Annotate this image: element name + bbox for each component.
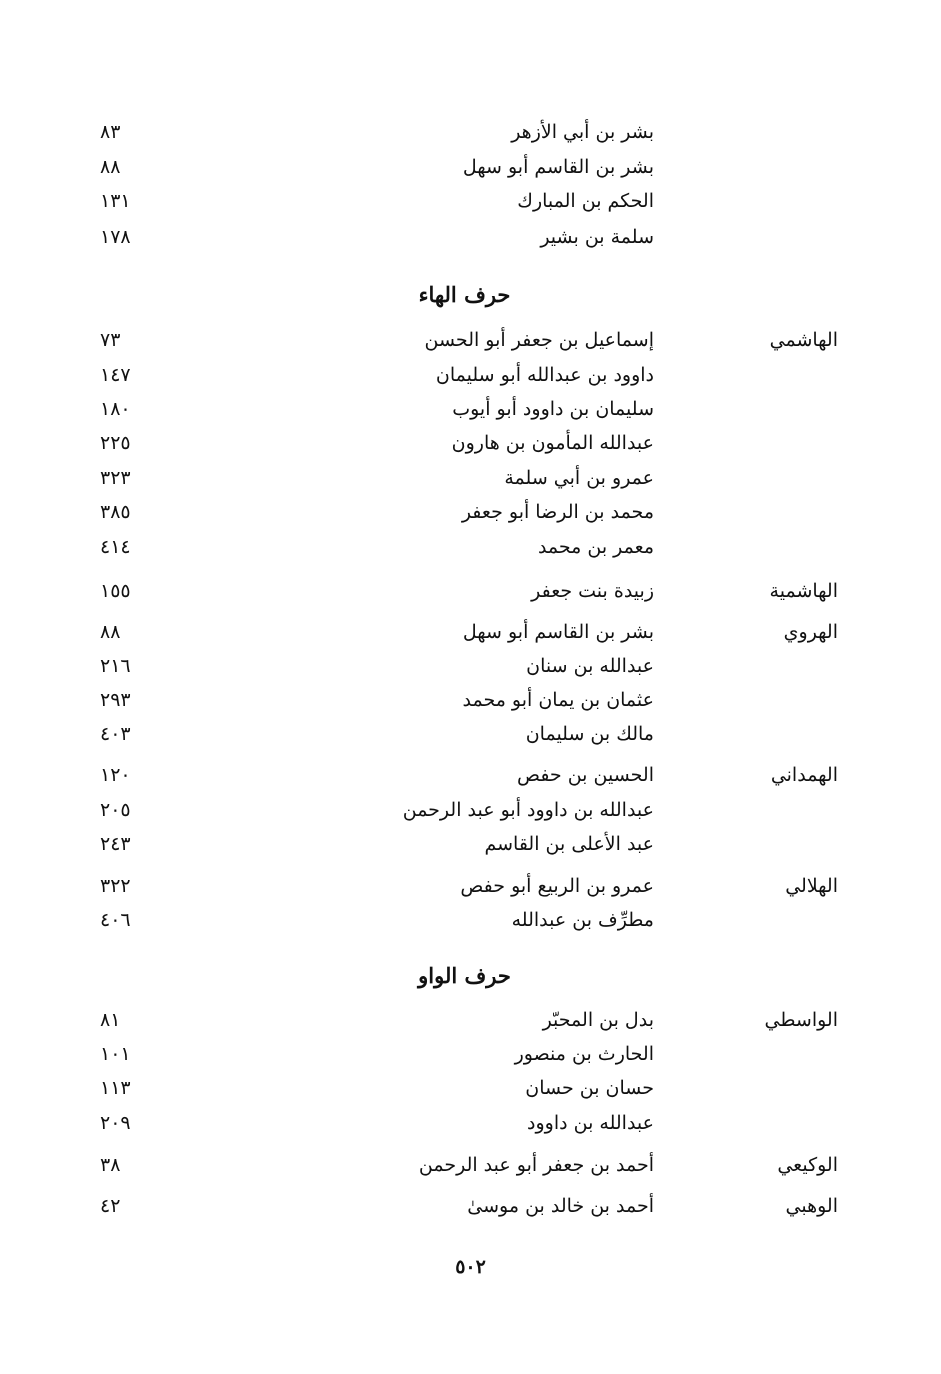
entry-page-number: ٤٢ xyxy=(100,1195,121,1217)
index-entry xyxy=(0,1148,941,1182)
entry-name: الحسين بن حفص xyxy=(517,764,654,786)
entry-page-number: ٢١٦ xyxy=(100,655,131,677)
entry-name: الحارث بن منصور xyxy=(514,1043,654,1065)
entry-nisba xyxy=(688,358,838,392)
index-entry xyxy=(0,793,941,827)
page-number: ٥٠٢ xyxy=(455,1256,486,1278)
entry-name: بشر بن أبي الأزهر xyxy=(511,121,654,143)
entry-name: محمد بن الرضا أبو جعفر xyxy=(461,501,654,523)
index-entry xyxy=(0,574,941,608)
index-entry xyxy=(0,1003,941,1037)
entry-name: زبيدة بنت جعفر xyxy=(531,580,654,602)
entry-name: أحمد بن خالد بن موسىٰ xyxy=(467,1195,654,1217)
entry-nisba: الهمداني xyxy=(770,764,838,786)
entry-nisba xyxy=(688,115,838,149)
entry-page-number: ٤١٤ xyxy=(100,536,131,558)
entry-page-number: ٢٠٥ xyxy=(100,799,131,821)
entry-name: عبدالله بن داوود xyxy=(527,1112,654,1134)
index-entry xyxy=(0,150,941,184)
entry-page-number: ٨٨ xyxy=(100,621,121,643)
entry-page-number: ١١٣ xyxy=(100,1077,131,1099)
entry-page-number: ٣٢٢ xyxy=(100,875,131,897)
entry-name: عبدالله بن داوود أبو عبد الرحمن xyxy=(402,799,654,821)
section-heading-haa xyxy=(0,275,941,315)
entry-nisba xyxy=(688,461,838,495)
entry-name: عمرو بن الربيع أبو حفص xyxy=(460,875,654,897)
entry-page-number: ١٤٧ xyxy=(100,364,131,386)
index-entry xyxy=(0,758,941,792)
entry-page-number: ٢٢٥ xyxy=(100,432,131,454)
index-entry xyxy=(0,717,941,751)
entry-page-number: ٢٠٩ xyxy=(100,1112,131,1134)
entry-name: عبدالله بن سنان xyxy=(526,655,654,677)
entry-page-number: ٢٤٣ xyxy=(100,833,131,855)
entry-page-number: ٢٩٣ xyxy=(100,689,131,711)
entry-nisba xyxy=(688,793,838,827)
entry-page-number: ٤٠٣ xyxy=(100,723,131,745)
entry-nisba xyxy=(688,1037,838,1071)
entry-name: حسان بن حسان xyxy=(525,1077,654,1099)
entry-name: معمر بن محمد xyxy=(537,536,654,558)
index-entry xyxy=(0,323,941,357)
entry-nisba xyxy=(688,1106,838,1140)
index-entry xyxy=(0,1106,941,1140)
entry-nisba xyxy=(688,827,838,861)
index-entry xyxy=(0,649,941,683)
entry-name: عثمان بن يمان أبو محمد xyxy=(462,689,654,711)
entry-name: سليمان بن داوود أبو أيوب xyxy=(452,398,654,420)
entry-name: عمرو بن أبي سلمة xyxy=(504,467,654,489)
index-entry xyxy=(0,1071,941,1105)
entry-nisba xyxy=(688,683,838,717)
entry-nisba: الوكيعي xyxy=(777,1154,838,1176)
index-entry xyxy=(0,1037,941,1071)
entry-page-number: ٣٨٥ xyxy=(100,501,131,523)
entry-name: الحكم بن المبارك xyxy=(517,190,654,212)
entry-name: مالك بن سليمان xyxy=(525,723,654,745)
entry-page-number: ١٣١ xyxy=(100,190,131,212)
entry-page-number: ٤٠٦ xyxy=(100,909,131,931)
entry-nisba xyxy=(688,220,838,254)
index-entry xyxy=(0,358,941,392)
entry-name: عبد الأعلى بن القاسم xyxy=(484,833,654,855)
section-heading-waw xyxy=(0,956,941,996)
entry-name: بشر بن القاسم أبو سهل xyxy=(462,621,654,643)
entry-nisba xyxy=(688,1071,838,1105)
entry-page-number: ١٢٠ xyxy=(100,764,131,786)
entry-nisba xyxy=(688,717,838,751)
entry-nisba xyxy=(688,392,838,426)
index-entry xyxy=(0,615,941,649)
entry-nisba: الهاشمي xyxy=(769,329,838,351)
index-entry xyxy=(0,392,941,426)
entry-nisba xyxy=(688,530,838,564)
index-entry xyxy=(0,115,941,149)
entry-page-number: ١٥٥ xyxy=(100,580,131,602)
index-entry xyxy=(0,827,941,861)
entry-page-number: ١٠١ xyxy=(100,1043,131,1065)
entry-name: داوود بن عبدالله أبو سليمان xyxy=(435,364,654,386)
entry-page-number: ٣٨ xyxy=(100,1154,121,1176)
entry-name: بدل بن المحبّر xyxy=(542,1009,654,1031)
index-entry xyxy=(0,461,941,495)
index-entry xyxy=(0,530,941,564)
entry-name: إسماعيل بن جعفر أبو الحسن xyxy=(424,329,654,351)
entry-name: عبدالله المأمون بن هارون xyxy=(451,432,654,454)
entry-page-number: ٧٣ xyxy=(100,329,121,351)
index-entry xyxy=(0,869,941,903)
entry-name: بشر بن القاسم أبو سهل xyxy=(462,156,654,178)
index-entry xyxy=(0,426,941,460)
entry-nisba: الوهبي xyxy=(785,1195,838,1217)
entry-nisba xyxy=(688,649,838,683)
index-entry xyxy=(0,220,941,254)
entry-nisba xyxy=(688,903,838,937)
section-heading-text: حرف الهاء xyxy=(418,282,511,307)
entry-name: أحمد بن جعفر أبو عبد الرحمن xyxy=(418,1154,654,1176)
index-entry xyxy=(0,184,941,218)
index-entry xyxy=(0,1189,941,1223)
entry-name: سلمة بن بشير xyxy=(540,226,654,248)
index-entry xyxy=(0,903,941,937)
entry-page-number: ٨١ xyxy=(100,1009,121,1031)
entry-page-number: ٣٢٣ xyxy=(100,467,131,489)
index-entry xyxy=(0,683,941,717)
index-entry xyxy=(0,495,941,529)
entry-nisba: الواسطي xyxy=(764,1009,838,1031)
entry-page-number: ٨٨ xyxy=(100,156,121,178)
entry-name: مطرِّف بن عبدالله xyxy=(511,909,654,931)
entry-page-number: ١٨٠ xyxy=(100,398,131,420)
entry-nisba xyxy=(688,426,838,460)
entry-nisba xyxy=(688,150,838,184)
entry-nisba: الهلالي xyxy=(785,875,838,897)
entry-nisba xyxy=(688,184,838,218)
entry-nisba: الهروي xyxy=(783,621,838,643)
section-heading-text: حرف الواو xyxy=(418,963,511,988)
entry-nisba: الهاشمية xyxy=(769,580,838,602)
entry-nisba xyxy=(688,495,838,529)
entry-page-number: ١٧٨ xyxy=(100,226,131,248)
entry-page-number: ٨٣ xyxy=(100,121,121,143)
